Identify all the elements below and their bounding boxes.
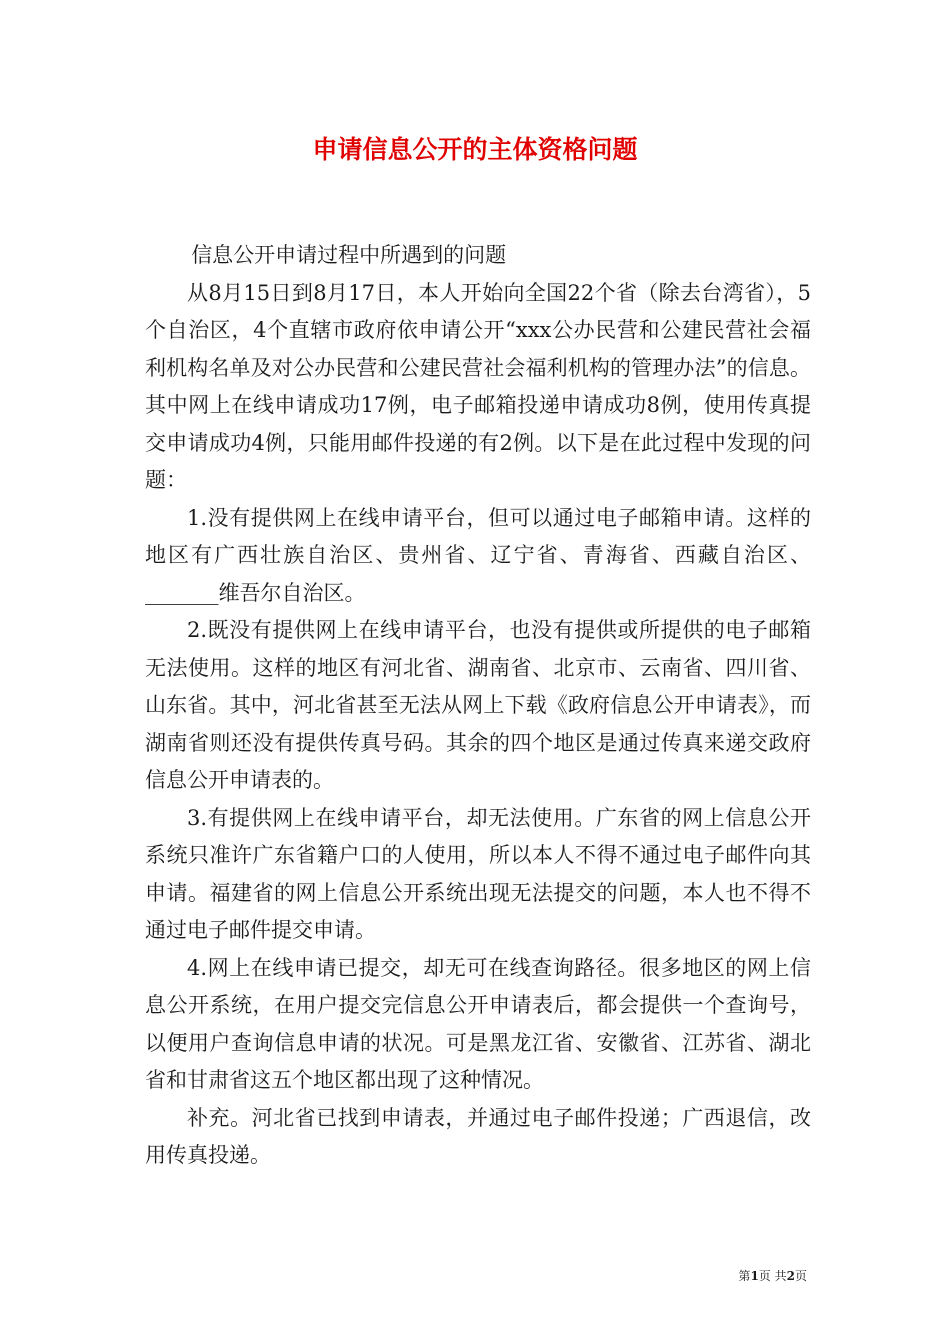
- document-body: [145, 237, 811, 1175]
- paragraph-issue-2: 2.既没有提供网上在线申请平台，也没有提供或所提供的电子邮箱无法使用。这样的地区有河北省、湖南省、北京市、云南省、四川省、山东省。其中，河北省甚至无法从网上下载《政府信息公开申请表》，而湖南省则还没有提供传真号码。其余的四个地区是通过传真来递交政府信息公开申请表的。: [145, 618, 811, 792]
- page-number-middle: 页 共: [758, 1269, 787, 1283]
- total-pages: 2: [786, 1269, 795, 1283]
- current-page: 1: [750, 1269, 759, 1283]
- paragraph-issue-4: 4.网上在线申请已提交，却无可在线查询路径。很多地区的网上信息公开系统，在用户提交完信息公开申请表后，都会提供一个查询号，以便用户查询信息申请的状况。可是黑龙江省、安徽省、江苏省、湖北省和甘肃省这五个地区都出现了这种情况。: [145, 955, 811, 1092]
- page-number-prefix: 第: [738, 1269, 751, 1283]
- page-number-suffix: 页: [794, 1269, 807, 1283]
- paragraph-issue-1: 1.没有提供网上在线申请平台，但可以通过电子邮箱申请。这样的地区有广西壮族自治区、贵州省、辽宁省、青海省、西藏自治区、_______维吾尔自治区。: [145, 505, 811, 605]
- paragraph-intro: 从8月15日到8月17日，本人开始向全国22个省（除去台湾省），5个自治区，4个直辖市政府依申请公开“xxx公办民营和公建民营社会福利机构名单及对公办民营和公建民营社会福利机构的管理办法”的信息。其中网上在线申请成功17例，电子邮箱投递申请成功8例，使用传真提交申请成功4例，只能用邮件投递的有2例。以下是在此过程中发现的问题：: [145, 280, 811, 492]
- paragraph-supplement: 补充。河北省已找到申请表，并通过电子邮件投递；广西退信，改用传真投递。: [145, 1105, 811, 1167]
- paragraph-issue-3: 3.有提供网上在线申请平台，却无法使用。广东省的网上信息公开系统只准许广东省籍户口的人使用，所以本人不得不通过电子邮件向其申请。福建省的网上信息公开系统出现无法提交的问题，本人也不得不通过电子邮件提交申请。: [145, 805, 811, 942]
- page-number: [738, 1268, 807, 1284]
- section-heading: 信息公开申请过程中所遇到的问题: [191, 243, 507, 267]
- document-title: 申请信息公开的主体资格问题: [312, 135, 638, 164]
